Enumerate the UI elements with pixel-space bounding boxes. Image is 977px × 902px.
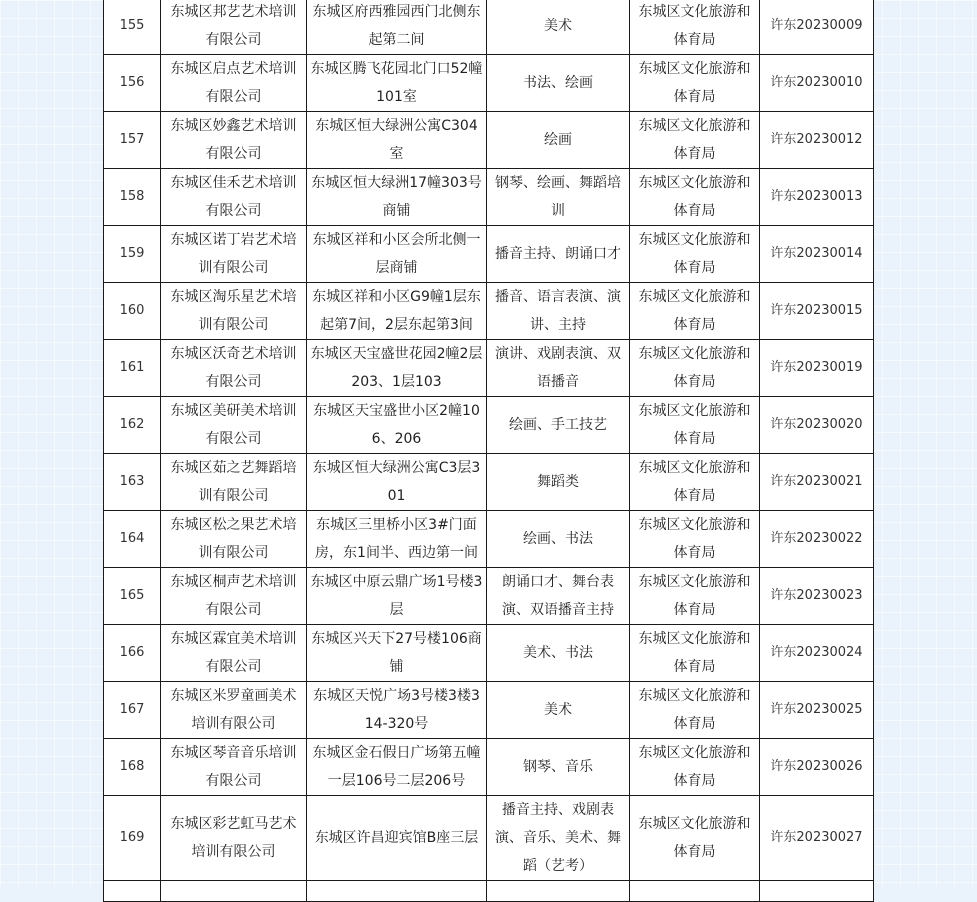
issuing-authority-cell: 东城区文化旅游和体育局 bbox=[630, 511, 760, 568]
institution-address-cell: 东城区恒大绿洲17幢303号商铺 bbox=[307, 169, 487, 226]
issuing-authority-cell: 东城区文化旅游和体育局 bbox=[630, 682, 760, 739]
institution-name-cell: 东城区淘乐星艺术培训有限公司 bbox=[161, 283, 307, 340]
institution-name-cell: 东城区沃奇艺术培训有限公司 bbox=[161, 340, 307, 397]
issuing-authority-cell: 东城区文化旅游和体育局 bbox=[630, 169, 760, 226]
training-scope-cell: 绘画、手工技艺 bbox=[487, 397, 630, 454]
institution-address-cell: 东城区府西雅园西门北侧东起第二间 bbox=[307, 0, 487, 55]
row-number-cell: 166 bbox=[104, 625, 161, 682]
row-number-cell: 160 bbox=[104, 283, 161, 340]
issuing-authority-cell: 东城区文化旅游和体育局 bbox=[630, 55, 760, 112]
table-row bbox=[104, 112, 874, 169]
table-row bbox=[104, 55, 874, 112]
issuing-authority-cell: 东城区文化旅游和体育局 bbox=[630, 340, 760, 397]
table-row bbox=[104, 226, 874, 283]
training-scope-cell: 钢琴、音乐 bbox=[487, 739, 630, 796]
license-number-cell: 许东20230023 bbox=[760, 568, 874, 625]
table-row bbox=[104, 340, 874, 397]
table-row bbox=[104, 283, 874, 340]
license-number-cell: 许东20230013 bbox=[760, 169, 874, 226]
institution-address-cell: 东城区祥和小区会所北侧一层商铺 bbox=[307, 226, 487, 283]
empty-cell bbox=[307, 881, 487, 902]
training-scope-cell: 播音主持、戏剧表演、音乐、美术、舞蹈（艺考） bbox=[487, 796, 630, 881]
license-number-cell: 许东20230010 bbox=[760, 55, 874, 112]
row-number-cell: 164 bbox=[104, 511, 161, 568]
issuing-authority-cell: 东城区文化旅游和体育局 bbox=[630, 397, 760, 454]
empty-cell bbox=[487, 881, 630, 902]
institution-address-cell: 东城区金石假日广场第五幢一层106号二层206号 bbox=[307, 739, 487, 796]
table-row bbox=[104, 169, 874, 226]
table-body bbox=[104, 0, 874, 902]
training-scope-cell: 书法、绘画 bbox=[487, 55, 630, 112]
license-number-cell: 许东20230027 bbox=[760, 796, 874, 881]
license-number-cell: 许东20230015 bbox=[760, 283, 874, 340]
institution-name-cell: 东城区琴音音乐培训有限公司 bbox=[161, 739, 307, 796]
license-number-cell: 许东20230022 bbox=[760, 511, 874, 568]
row-number-cell: 161 bbox=[104, 340, 161, 397]
licensed-institutions-table bbox=[103, 0, 874, 902]
institution-address-cell: 东城区天宝盛世小区2幢106、206 bbox=[307, 397, 487, 454]
issuing-authority-cell: 东城区文化旅游和体育局 bbox=[630, 625, 760, 682]
table-row bbox=[104, 796, 874, 881]
row-number-cell: 162 bbox=[104, 397, 161, 454]
institution-address-cell: 东城区恒大绿洲公寓C3层301 bbox=[307, 454, 487, 511]
institution-address-cell: 东城区天宝盛世花园2幢2层203、1层103 bbox=[307, 340, 487, 397]
empty-cell bbox=[161, 881, 307, 902]
table-row bbox=[104, 568, 874, 625]
license-number-cell: 许东20230009 bbox=[760, 0, 874, 55]
row-number-cell: 159 bbox=[104, 226, 161, 283]
empty-cell bbox=[760, 881, 874, 902]
license-number-cell: 许东20230020 bbox=[760, 397, 874, 454]
issuing-authority-cell: 东城区文化旅游和体育局 bbox=[630, 454, 760, 511]
license-number-cell: 许东20230025 bbox=[760, 682, 874, 739]
table-row bbox=[104, 511, 874, 568]
table-row bbox=[104, 454, 874, 511]
row-number-cell: 156 bbox=[104, 55, 161, 112]
table-row bbox=[104, 682, 874, 739]
training-scope-cell: 钢琴、绘画、舞蹈培训 bbox=[487, 169, 630, 226]
institution-name-cell: 东城区启点艺术培训有限公司 bbox=[161, 55, 307, 112]
table-row bbox=[104, 739, 874, 796]
issuing-authority-cell: 东城区文化旅游和体育局 bbox=[630, 0, 760, 55]
institution-name-cell: 东城区美研美术培训有限公司 bbox=[161, 397, 307, 454]
institution-name-cell: 东城区霖宜美术培训有限公司 bbox=[161, 625, 307, 682]
license-number-cell: 许东20230024 bbox=[760, 625, 874, 682]
institution-address-cell: 东城区许昌迎宾馆B座三层 bbox=[307, 796, 487, 881]
license-number-cell: 许东20230021 bbox=[760, 454, 874, 511]
institution-name-cell: 东城区诺丁岩艺术培训有限公司 bbox=[161, 226, 307, 283]
training-scope-cell: 绘画 bbox=[487, 112, 630, 169]
row-number-cell: 158 bbox=[104, 169, 161, 226]
institution-name-cell: 东城区邦艺艺术培训有限公司 bbox=[161, 0, 307, 55]
training-scope-cell: 朗诵口才、舞台表演、双语播音主持 bbox=[487, 568, 630, 625]
institution-name-cell: 东城区茹之艺舞蹈培训有限公司 bbox=[161, 454, 307, 511]
issuing-authority-cell: 东城区文化旅游和体育局 bbox=[630, 112, 760, 169]
institution-address-cell: 东城区三里桥小区3#门面房，东1间半、西边第一间 bbox=[307, 511, 487, 568]
institution-name-cell: 东城区桐声艺术培训有限公司 bbox=[161, 568, 307, 625]
license-number-cell: 许东20230012 bbox=[760, 112, 874, 169]
institution-name-cell: 东城区佳禾艺术培训有限公司 bbox=[161, 169, 307, 226]
training-scope-cell: 播音、语言表演、演讲、主持 bbox=[487, 283, 630, 340]
institution-address-cell: 东城区腾飞花园北门口52幢101室 bbox=[307, 55, 487, 112]
table-row bbox=[104, 0, 874, 55]
issuing-authority-cell: 东城区文化旅游和体育局 bbox=[630, 283, 760, 340]
institution-name-cell: 东城区松之果艺术培训有限公司 bbox=[161, 511, 307, 568]
row-number-cell: 167 bbox=[104, 682, 161, 739]
training-scope-cell: 播音主持、朗诵口才 bbox=[487, 226, 630, 283]
row-number-cell: 168 bbox=[104, 739, 161, 796]
training-scope-cell: 舞蹈类 bbox=[487, 454, 630, 511]
empty-cell bbox=[104, 881, 161, 902]
license-number-cell: 许东20230026 bbox=[760, 739, 874, 796]
issuing-authority-cell: 东城区文化旅游和体育局 bbox=[630, 568, 760, 625]
training-scope-cell: 美术 bbox=[487, 0, 630, 55]
empty-cell bbox=[630, 881, 760, 902]
row-number-cell: 169 bbox=[104, 796, 161, 881]
institution-name-cell: 东城区米罗童画美术培训有限公司 bbox=[161, 682, 307, 739]
issuing-authority-cell: 东城区文化旅游和体育局 bbox=[630, 796, 760, 881]
row-number-cell: 155 bbox=[104, 0, 161, 55]
license-number-cell: 许东20230014 bbox=[760, 226, 874, 283]
institution-name-cell: 东城区彩艺虹马艺术培训有限公司 bbox=[161, 796, 307, 881]
table-row bbox=[104, 625, 874, 682]
institution-name-cell: 东城区妙鑫艺术培训有限公司 bbox=[161, 112, 307, 169]
training-scope-cell: 演讲、戏剧表演、双语播音 bbox=[487, 340, 630, 397]
issuing-authority-cell: 东城区文化旅游和体育局 bbox=[630, 226, 760, 283]
table-row bbox=[104, 397, 874, 454]
row-number-cell: 165 bbox=[104, 568, 161, 625]
issuing-authority-cell: 东城区文化旅游和体育局 bbox=[630, 739, 760, 796]
institution-address-cell: 东城区恒大绿洲公寓C304室 bbox=[307, 112, 487, 169]
institution-address-cell: 东城区兴天下27号楼106商铺 bbox=[307, 625, 487, 682]
institution-address-cell: 东城区中原云鼎广场1号楼3层 bbox=[307, 568, 487, 625]
institution-address-cell: 东城区祥和小区G9幢1层东起第7间，2层东起第3间 bbox=[307, 283, 487, 340]
row-number-cell: 157 bbox=[104, 112, 161, 169]
training-scope-cell: 美术、书法 bbox=[487, 625, 630, 682]
row-number-cell: 163 bbox=[104, 454, 161, 511]
training-scope-cell: 绘画、书法 bbox=[487, 511, 630, 568]
training-scope-cell: 美术 bbox=[487, 682, 630, 739]
institution-address-cell: 东城区天悦广场3号楼3楼314-320号 bbox=[307, 682, 487, 739]
license-number-cell: 许东20230019 bbox=[760, 340, 874, 397]
table-row-partial bbox=[104, 881, 874, 902]
